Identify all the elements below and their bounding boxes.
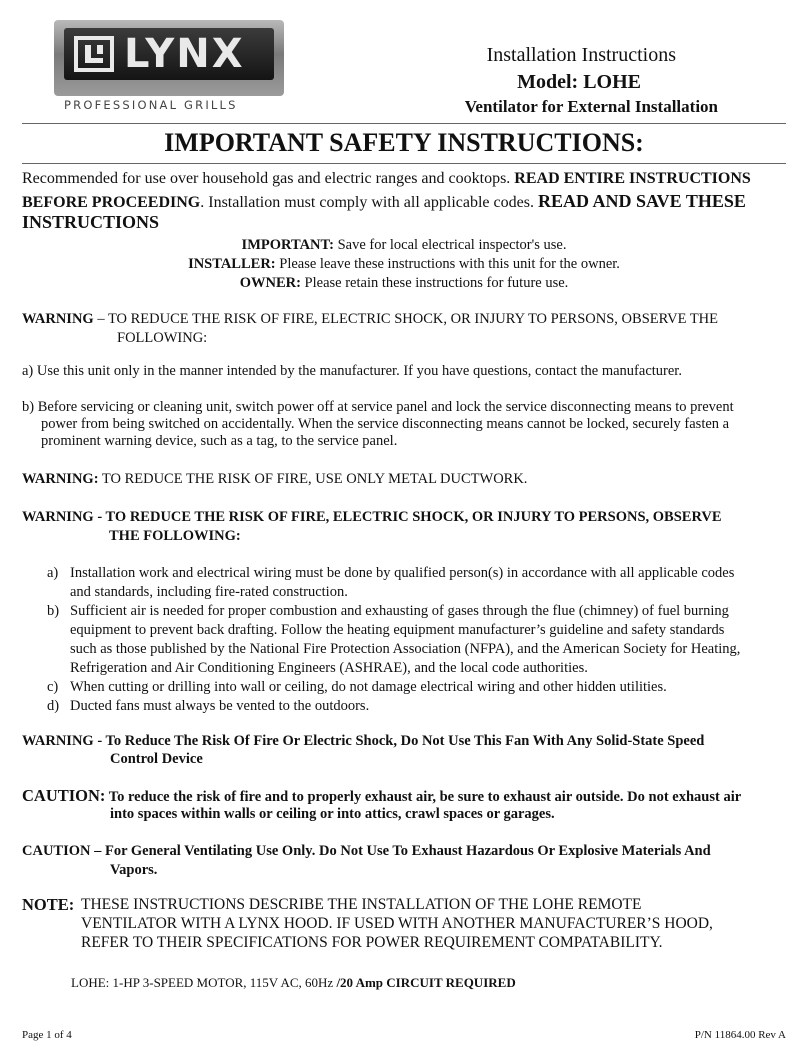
list-item-b-line-1: Sufficient air is needed for proper combustion and exhausting of gases through the flue (chimney) of fuel burning bbox=[70, 603, 729, 619]
list-marker: b) bbox=[47, 603, 60, 619]
notice-installer bbox=[0, 255, 808, 274]
notice-important bbox=[0, 236, 808, 255]
header-divider bbox=[22, 123, 786, 124]
spec-text: LOHE: 1-HP 3-SPEED MOTOR, 115V AC, 60Hz bbox=[71, 975, 337, 990]
notice-text: Save for local electrical inspector's use. bbox=[333, 237, 567, 253]
list-marker: a) bbox=[47, 565, 59, 581]
caution-2-line-1: CAUTION – For General Ventilating Use Only. Do Not Use To Exhaust Hazardous Or Explosive Materials And bbox=[22, 843, 711, 859]
notice-text: Please leave these instructions with this unit for the owner. bbox=[275, 256, 620, 272]
warning-text: TO REDUCE THE RISK OF FIRE, USE ONLY METAL DUCTWORK. bbox=[98, 471, 528, 487]
note-label: NOTE: bbox=[22, 895, 75, 914]
list-item-a-line-2: and standards, including fire-rated construction. bbox=[70, 584, 348, 600]
caution-1-line-1 bbox=[22, 786, 741, 807]
part-number: P/N 11864.00 Rev A bbox=[694, 1029, 786, 1041]
brand-logo bbox=[54, 20, 284, 96]
warning-2 bbox=[22, 470, 527, 489]
list-item-d: Ducted fans must always be vented to the outdoors. bbox=[70, 698, 370, 714]
intro-emphasis: READ ENTIRE INSTRUCTIONS bbox=[514, 170, 751, 187]
warning-1-cont: FOLLOWING: bbox=[117, 330, 208, 346]
logo-wordmark: LYNX bbox=[124, 31, 245, 77]
note-line-3: REFER TO THEIR SPECIFICATIONS FOR POWER REQUIREMENT COMPATABILITY. bbox=[81, 934, 663, 951]
notice-text: Please retain these instructions for future use. bbox=[300, 275, 569, 291]
motor-spec bbox=[71, 975, 516, 991]
model-label: Model: LOHE bbox=[517, 71, 641, 93]
instruction-a: a) Use this unit only in the manner intended by the manufacturer. If you have questions, contact the manufacturer. bbox=[22, 363, 682, 379]
list-item-b-line-4: Refrigeration and Air Conditioning Engineers (ASHRAE), and the local code authorities. bbox=[70, 660, 588, 676]
list-marker: d) bbox=[47, 698, 60, 714]
instruction-b-line-2: power from being switched on accidentally. When the service disconnecting means cannot be locked, securely fasten a bbox=[41, 416, 730, 432]
list-item-c: When cutting or drilling into wall or ceiling, do not damage electrical wiring and other hidden utilities. bbox=[70, 679, 667, 695]
notice-owner bbox=[0, 274, 808, 293]
intro-text: Recommended for use over household gas and electric ranges and cooktops. bbox=[22, 170, 515, 187]
warning-label: WARNING bbox=[22, 311, 94, 327]
product-name: Ventilator for External Installation bbox=[464, 97, 718, 116]
page-title: IMPORTANT SAFETY INSTRUCTIONS: bbox=[164, 128, 644, 157]
notice-label: INSTALLER: bbox=[188, 256, 276, 272]
title-divider bbox=[22, 163, 786, 164]
caution-text: To reduce the risk of fire and to properly exhaust air, be sure to exhaust air outside. Do not exhaust air bbox=[105, 789, 742, 805]
spec-circuit: /20 Amp CIRCUIT REQUIRED bbox=[336, 975, 516, 990]
intro-text: . Installation must comply with all applicable codes. bbox=[200, 194, 538, 211]
warning-3-line-2: THE FOLLOWING: bbox=[109, 528, 241, 544]
page-number: Page 1 of 4 bbox=[22, 1029, 72, 1041]
logo-tagline: PROFESSIONAL GRILLS bbox=[64, 98, 238, 112]
notice-label: OWNER: bbox=[239, 275, 301, 291]
doc-type: Installation Instructions bbox=[486, 44, 676, 66]
warning-1 bbox=[22, 310, 718, 329]
list-item-a-line-1: Installation work and electrical wiring must be done by qualified person(s) in accordance with all applicable codes bbox=[70, 565, 735, 581]
warning-text: – TO REDUCE THE RISK OF FIRE, ELECTRIC SHOCK, OR INJURY TO PERSONS, OBSERVE THE bbox=[93, 311, 719, 327]
caution-2-line-2: Vapors. bbox=[110, 862, 158, 878]
notice-label: IMPORTANT: bbox=[241, 237, 334, 253]
note-line-2: VENTILATOR WITH A LYNX HOOD. IF USED WITH ANOTHER MANUFACTURER’S HOOD, bbox=[81, 915, 713, 932]
caution-1-line-2: into spaces within walls or ceiling or into attics, crawl spaces or garages. bbox=[110, 806, 555, 822]
note-line-1: THESE INSTRUCTIONS DESCRIBE THE INSTALLATION OF THE LOHE REMOTE bbox=[81, 896, 642, 913]
instruction-b-line-1: b) Before servicing or cleaning unit, switch power off at service panel and lock the service disconnecting means to prevent bbox=[22, 399, 734, 415]
list-item-b-line-2: equipment to prevent back drafting. Follow the heating equipment manufacturer’s guideline and safety standards bbox=[70, 622, 725, 638]
warning-4-line-2: Control Device bbox=[110, 751, 203, 767]
intro-emphasis: BEFORE PROCEEDING bbox=[22, 194, 201, 211]
intro-line-1 bbox=[22, 170, 751, 188]
lynx-mark-icon bbox=[74, 36, 114, 72]
warning-label: WARNING: bbox=[22, 471, 99, 487]
list-item-b-line-3: such as those published by the National Fire Protection Association (NFPA), and the American Society for Heating, bbox=[70, 641, 741, 657]
intro-line-3: INSTRUCTIONS bbox=[22, 212, 160, 232]
intro-line-2 bbox=[22, 191, 746, 212]
warning-3-line-1: WARNING - TO REDUCE THE RISK OF FIRE, ELECTRIC SHOCK, OR INJURY TO PERSONS, OBSERVE bbox=[22, 509, 722, 525]
list-marker: c) bbox=[47, 679, 59, 695]
caution-label: CAUTION: bbox=[22, 786, 106, 805]
instruction-b-line-3: prominent warning device, such as a tag, to the service panel. bbox=[41, 433, 398, 449]
logo-badge bbox=[64, 28, 274, 80]
intro-emphasis-large: READ AND SAVE THESE bbox=[537, 191, 746, 211]
warning-4-line-1: WARNING - To Reduce The Risk Of Fire Or Electric Shock, Do Not Use This Fan With Any Solid-State Speed bbox=[22, 733, 705, 749]
